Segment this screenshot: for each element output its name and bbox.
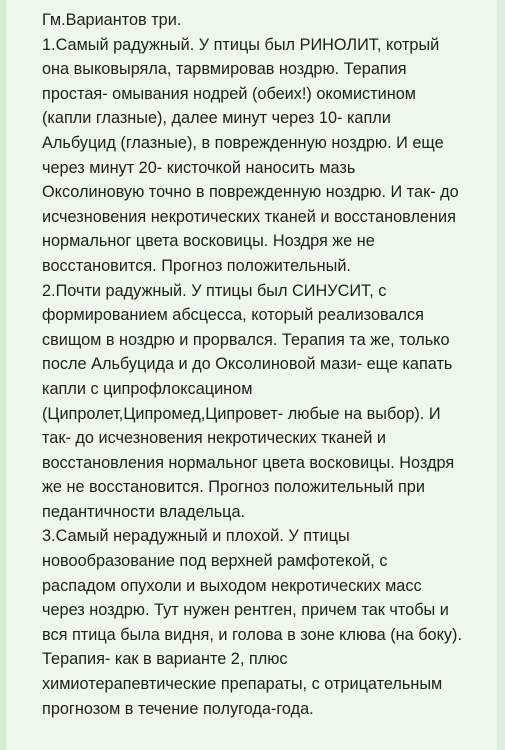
left-border [0,0,6,750]
post-text: Гм.Вариантов три. 1.Самый радужный. У птицы был РИНОЛИТ, котрый она выковыряла, тарвмировав ноздрю. Терапия простая- омывания нодрей (обеих!) окомистином (капли глазные), далее минут через 10- капли Альбуцид (глазные), в поврежденную ноздрю. И еще через минут 20- кисточкой наносить мазь Оксолиновую точно в поврежденную ноздрю. И так- до исчезновения некротических тканей и восстановления нормальног цвета восковицы. Ноздря же не восстановится. Прогноз положительный. 2.Почти радужный. У птицы был СИНУСИТ, с формированием абсцесса, который реализовался свищом в ноздрю и прорвался. Терапия та же, только после Альбуцида и до Оксолиновой мази- еще капать капли с ципрофлоксацином (Ципролет,Ципромед,Ципровет- любые на выбор). И так- до исчезновения некротических тканей и восстановления нормальног цвета восковицы. Ноздря же не восстановится. Прогноз положительный при педантичности владельца. 3.Самый нерадужный и плохой. У птицы новообразование под верхней рамфотекой, с распадом опухоли и выходом некротических масс через ноздрю. Тут нужен рентген, причем так чтобы и вся птица была видня, и голова в зоне клюва (на боку). Терапия- как в варианте 2, плюс химиотерапевтические препараты, с отрицательным прогнозом в течение полугода-года. [42,11,463,718]
right-border [497,0,505,750]
